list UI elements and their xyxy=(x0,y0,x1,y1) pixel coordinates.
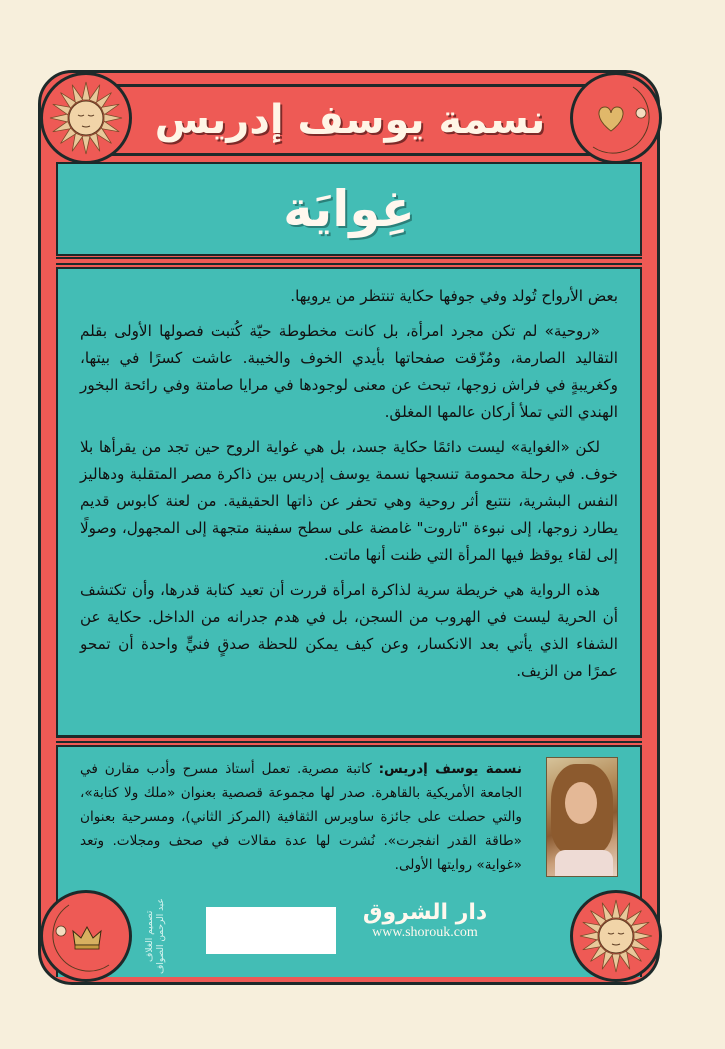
publisher-logo xyxy=(355,900,495,941)
designer-label: تصميم الغلاف xyxy=(145,910,155,962)
bio-body: كاتبة مصرية. تعمل أستاذ مسرح وأدب مقارن في الجامعة الأمريكية بالقاهرة. صدر لها مجموعة قصصية بعنوان «ملك ولا كتابة»، والتي حصلت على جائزة ساويرس الثقافية (المركز الثاني)، ومسرحية بعنوان «طاقة القدر انفجرت». نُشرت لها عدة مقالات في صحف ومجلات. وتعد «غواية» روايتها الأولى. xyxy=(80,761,522,873)
blurb-paragraph: «روحية» لم تكن مجرد امرأة، بل كانت مخطوطة حيّة كُتبت فصولها الأولى بقلم التقاليد الصارمة، ومُزّقت صفحاتها بأيدي الخوف والخيبة. عاشت كسرًا في بيتها، وكغريبةٍ في فراش زوجها، تبحث عن معنى لوجودها في مرايا صامتة وفي رائحة البخور الهندي التي تملأ أركان عالمها المغلق. xyxy=(80,322,618,421)
author-photo xyxy=(546,757,618,877)
sun-face-icon xyxy=(40,72,132,164)
publisher-url: www.shorouk.com xyxy=(372,925,478,940)
barcode-placeholder xyxy=(206,907,336,954)
bio-panel xyxy=(56,745,642,977)
divider-top xyxy=(56,257,642,265)
blurb-paragraph: هذه الرواية هي خريطة سرية لذاكرة امرأة قررت أن تعيد كتابة قدرها، وأن تكتشف أن الحرية ليست في الهروب من السجن، بل في هدم جدرانه من الداخل. حكاية عن الشفاء الذي يأتي بعد الانكسار، وعن كيف يمكن للحظة صدقٍ فنيٍّ واحدة أن تمحو عمرًا من الزيف. xyxy=(80,581,618,680)
blurb-text xyxy=(80,283,618,693)
crescent-moon-crown-icon xyxy=(40,890,132,982)
title-panel xyxy=(56,162,642,256)
blurb-panel xyxy=(56,267,642,737)
photo-face xyxy=(565,782,597,824)
designer-name: عبد الرحمن الصواف xyxy=(156,898,166,974)
bio-author-name: نسمة يوسف إدريس: xyxy=(378,761,522,777)
blurb-paragraph: بعض الأرواح تُولد وفي جوفها حكاية تنتظر من يرويها. xyxy=(290,287,618,305)
author-bio xyxy=(80,757,522,877)
crescent-moon-heart-icon xyxy=(570,72,662,164)
publisher-name: دار الشروق xyxy=(362,900,488,925)
cover-designer-credit xyxy=(145,895,189,977)
blurb-paragraph: لكن «الغواية» ليست دائمًا حكاية جسد، بل هي غواية الروح حين تجد من يقرأها بلا خوف. في رحلة محمومة تنسجها نسمة يوسف إدريس بين ذاكرة مصر المتقلبة ودهاليز النفس البشرية، نتتبع أثر روحية وهي تحفر عن ذاتها الحقيقية. من لعنة كابوس قديم يطارد زوجها، إلى نبوءة "تاروت" غامضة على سطح سفينة متجهة إلى المجهول، وصولًا إلى لقاء يوقظ فيها المرأة التي ظنت أنها ماتت. xyxy=(80,438,618,564)
sun-face-icon xyxy=(570,890,662,982)
divider-bottom xyxy=(56,736,642,743)
book-title: غِوايَة xyxy=(283,180,415,238)
author-name: نسمة يوسف إدريس xyxy=(154,97,546,143)
photo-shirt xyxy=(555,850,613,877)
